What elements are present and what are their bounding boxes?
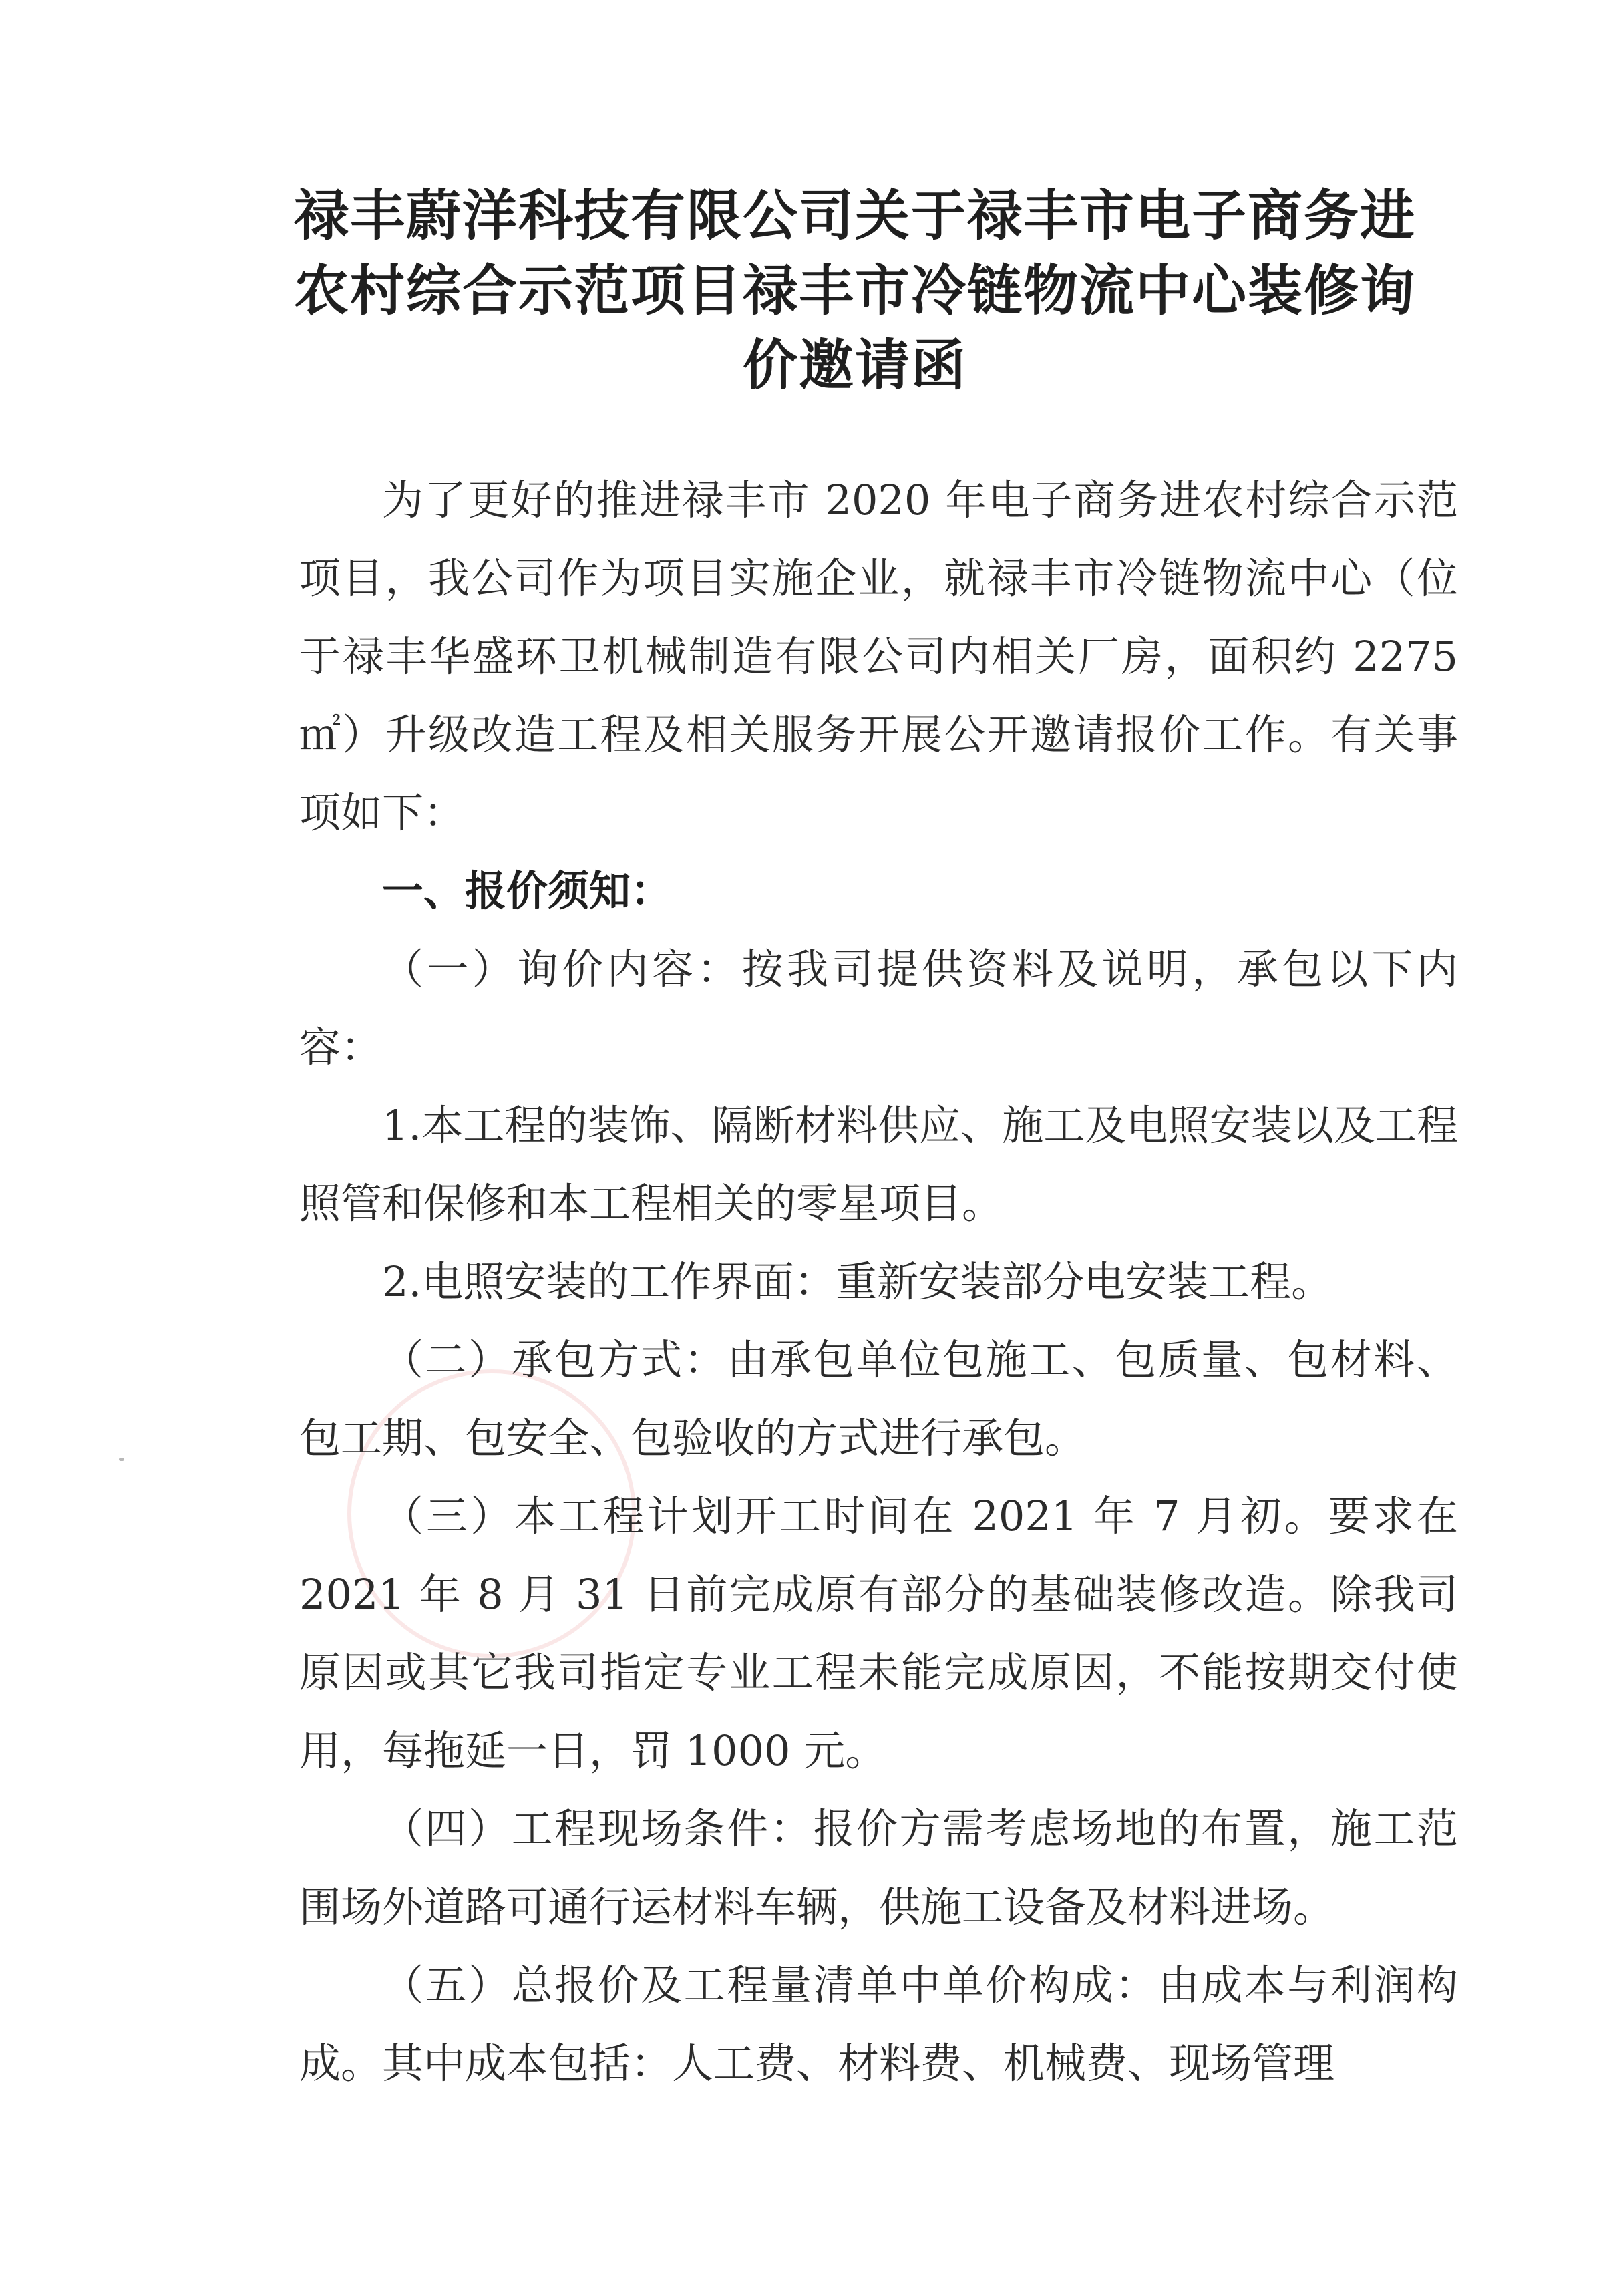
- document-title: 禄丰蔚洋科技有限公司关于禄丰市电子商务进农村综合示范项目禄丰市冷链物流中心装修询价邀请函: [293, 184, 1416, 397]
- document-body: [299, 461, 1458, 2102]
- clause-site-conditions: （四）工程现场条件：报价方需考虑场地的布置，施工范围场外道路可通行运材料车辆，供施工设备及材料进场。: [299, 1804, 1458, 1931]
- clause-contract-method: （二）承包方式：由承包单位包施工、包质量、包材料、包工期、包安全、包验收的方式进行承包。: [299, 1335, 1458, 1462]
- section-heading-quote-notice: 一、报价须知：: [382, 866, 673, 915]
- intro-paragraph: 为了更好的推进禄丰市 2020 年电子商务进农村综合示范项目，我公司作为项目实施企业，就禄丰市冷链物流中心（位于禄丰华盛环卫机械制造有限公司内相关厂房，面积约 2275 ㎡）升级改造工程及相关服务开展公开邀请报价工作。有关事项如下：: [299, 476, 1458, 837]
- scan-speck: [119, 1458, 124, 1461]
- clause-item-2: 2.电照安装的工作界面：重新安装部分电安装工程。: [382, 1257, 1333, 1306]
- clause-item-1: 1.本工程的装饰、隔断材料供应、施工及电照安装以及工程照管和保修和本工程相关的零星项目。: [299, 1101, 1458, 1228]
- clause-price-composition: （五）总报价及工程量清单中单价构成：由成本与利润构成。其中成本包括：人工费、材料费、机械费、现场管理: [299, 1961, 1458, 2088]
- clause-inquiry-content: （一）询价内容：按我司提供资料及说明，承包以下内容：: [299, 945, 1458, 1072]
- clause-schedule: （三）本工程计划开工时间在 2021 年 7 月初。要求在 2021 年 8 月 31 日前完成原有部分的基础装修改造。除我司原因或其它我司指定专业工程未能完成原因，不能按期交付使用，每拖延一日，罚 1000 元。: [299, 1492, 1458, 1775]
